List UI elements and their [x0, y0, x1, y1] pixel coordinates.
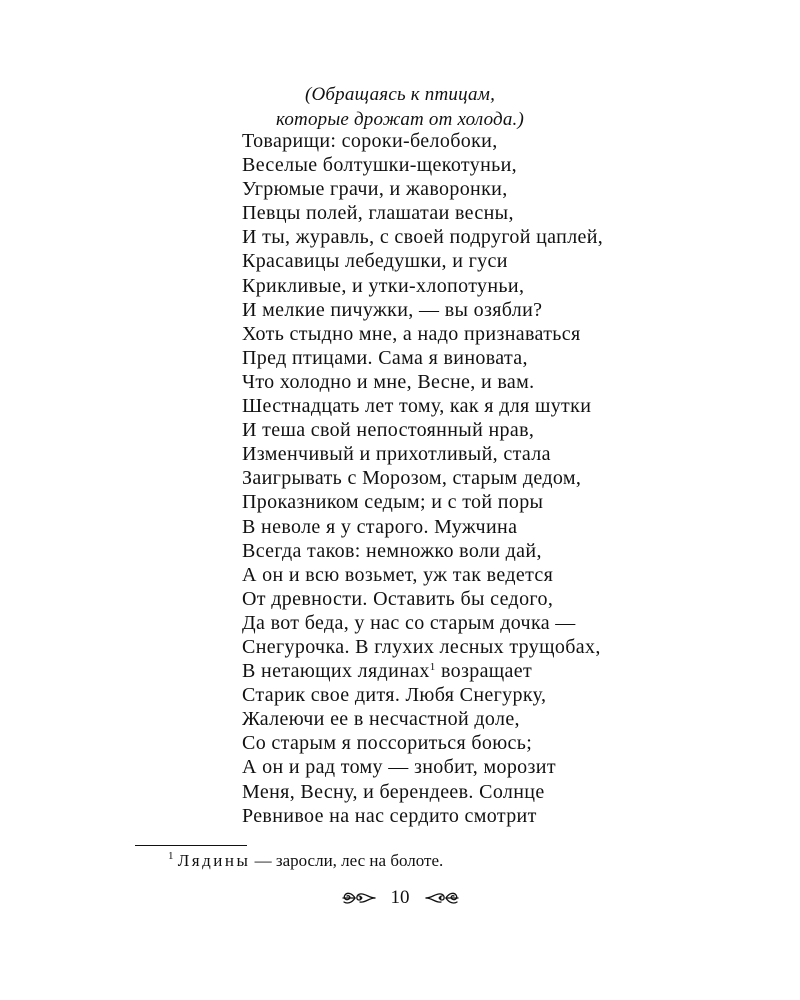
verse-line: А он и рад тому — знобит, морозит — [242, 756, 556, 779]
footnote-number: 1 — [168, 850, 174, 862]
verse-line: Жалеючи ее в несчастной доле, — [242, 708, 520, 731]
verse-line: Старик свое дитя. Любя Снегурку, — [242, 684, 547, 707]
verse-line: Товарищи: сороки-белобоки, — [242, 130, 498, 152]
verse-line: Шестнадцать лет тому, как я для шутки — [242, 395, 592, 418]
page-number: 10 — [390, 887, 410, 908]
verse-line: Ревнивое на нас сердито смотрит — [242, 804, 537, 827]
stage-direction — [0, 82, 800, 132]
verse-line: А он и всю возьмет, уж так ведется — [242, 563, 554, 586]
verse-line: Веселые болтушки-щекотуньи, — [242, 154, 518, 177]
verse-line: Заигрывать с Морозом, старым дедом, — [242, 467, 582, 490]
footnote-reference: 1 — [429, 661, 436, 674]
verse-line: Проказником седым; и с той поры — [242, 491, 544, 514]
verse-line: Всегда таков: немножко воли дай, — [242, 539, 542, 562]
verse-text: В нетающих лядинах — [242, 660, 430, 683]
verse-line: Со старым я поссориться боюсь; — [242, 732, 533, 755]
stage-direction-line: (Обращаясь к птицам, — [304, 84, 496, 105]
verse-line: В неволе я у старого. Мужчина — [242, 515, 518, 538]
left-flourish-icon — [341, 889, 377, 907]
verse-line: И ты, журавль, с своей подругой цаплей, — [242, 226, 604, 249]
verse-line: Изменчивый и прихотливый, стала — [242, 443, 551, 466]
page-footer — [0, 886, 800, 910]
verse-line: И мелкие пичужки, — вы озябли? — [242, 298, 543, 321]
verse-line: От древности. Оставить бы седого, — [242, 587, 554, 610]
verse-line: Снегурочка. В глухих лесных трущобах, — [242, 635, 601, 658]
right-flourish-icon — [424, 889, 460, 907]
verse-line: Хоть стыдно мне, а надо признаваться — [242, 322, 581, 345]
footnote — [168, 850, 443, 872]
verse-line: Что холодно и мне, Весне, и вам. — [242, 370, 535, 393]
stage-direction-line: которые дрожат от холода.) — [275, 109, 525, 130]
footnote-text: — заросли, лес на болоте. — [250, 851, 444, 870]
verse-line: Певцы полей, глашатаи весны, — [242, 202, 514, 225]
verse-line-with-footnote — [242, 659, 603, 683]
verse-line: Меня, Весну, и берендеев. Солнце — [242, 780, 545, 803]
verse-line: Пред птицами. Сама я виновата, — [242, 346, 528, 369]
verse-line: Да вот беда, у нас со старым дочка — — [242, 611, 576, 634]
footnote-divider — [135, 845, 247, 846]
footnote-term: Лядины — [177, 851, 251, 870]
verse-line: Красавицы лебедушки, и гуси — [242, 250, 508, 273]
verse-line: Крикливые, и утки-хлопотуньи, — [242, 274, 525, 297]
verse-block — [242, 129, 603, 828]
verse-line: Угрюмые грачи, и жаворонки, — [242, 178, 508, 201]
verse-line: И теша свой непостоянный нрав, — [242, 419, 535, 442]
verse-text: возращает — [435, 660, 533, 683]
